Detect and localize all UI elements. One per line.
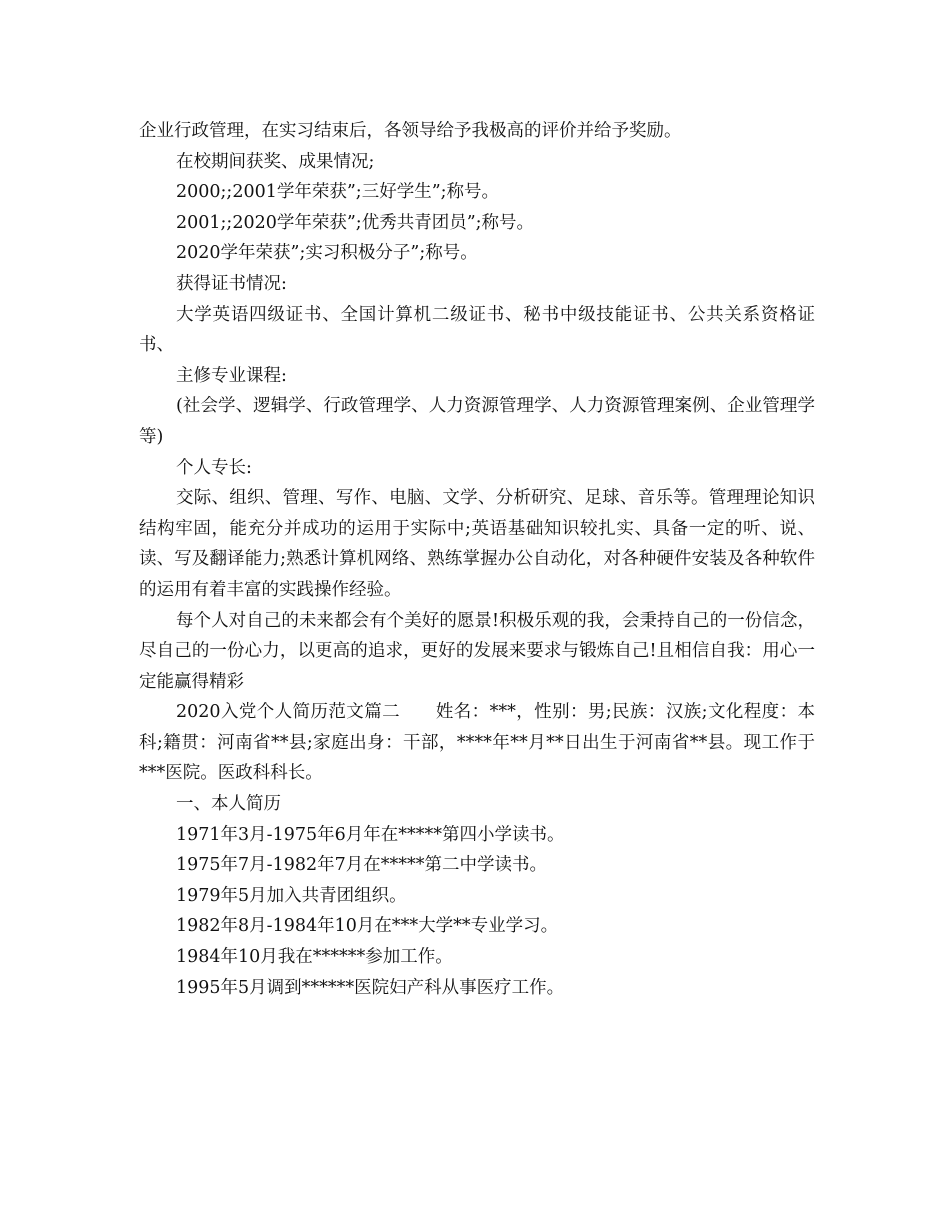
paragraph: 2001;;2020学年荣获”;优秀共青团员”;称号。 [176, 212, 535, 233]
document-body [139, 116, 815, 1003]
paragraph: 1984年10月我在******参加工作。 [176, 947, 453, 968]
paragraph: 大学英语四级证书、全国计算机二级证书、秘书中级技能证书、公共关系资格证书、 [139, 304, 815, 356]
paragraph: 主修专业课程: [176, 365, 287, 386]
section-heading: 一、本人简历 [176, 794, 281, 815]
paragraph: 企业行政管理，在实习结束后，各领导给予我极高的评价并给予奖励。 [139, 121, 682, 141]
paragraph: 1982年8月-1984年10月在***大学**专业学习。 [176, 916, 559, 937]
paragraph: 在校期间获奖、成果情况; [176, 151, 375, 172]
paragraph: 1979年5月加入共青团组织。 [176, 885, 407, 906]
paragraph: 个人专长: [176, 457, 252, 478]
paragraph: 1975年7月-1982年7月在*****第二中学读书。 [176, 855, 548, 876]
paragraph: 2000;;2001学年荣获”;三好学生”;称号。 [176, 182, 500, 203]
paragraph: (社会学、逻辑学、行政管理学、人力资源管理学、人力资源管理案例、企业管理学等) [139, 396, 815, 447]
paragraph: 交际、组织、管理、写作、电脑、文学、分析研究、足球、音乐等。管理理论知识结构牢固，能充分并成功的运用于实际中;英语基础知识较扎实、具备一定的听、说、读、写及翻译能力;熟悉计算机网络、熟练掌握办公自动化，对各种硬件安装及各种软件的运用有着丰富的实践操作经验。 [139, 488, 815, 600]
paragraph: 每个人对自己的未来都会有个美好的愿景!积极乐观的我，会秉持自己的一份信念，尽自己的一份心力，以更高的追求，更好的发展来要求与锻炼自己!且相信自我：用心一定能赢得精彩 [139, 610, 815, 692]
paragraph: 获得证书情况: [176, 273, 287, 294]
paragraph: 2020学年荣获”;实习积极分子”;称号。 [176, 243, 478, 264]
paragraph: 1995年5月调到******医院妇产科从事医疗工作。 [176, 977, 565, 998]
paragraph: 1971年3月-1975年6月年在*****第四小学读书。 [176, 824, 565, 845]
paragraph: 2020入党个人简历范文篇二 姓名：***，性别：男;民族：汉族;文化程度：本科;籍贯：河南省**县;家庭出身：干部，****年**月**日出生于河南省**县。现工作于***医院。医政科科长。 [139, 702, 815, 784]
